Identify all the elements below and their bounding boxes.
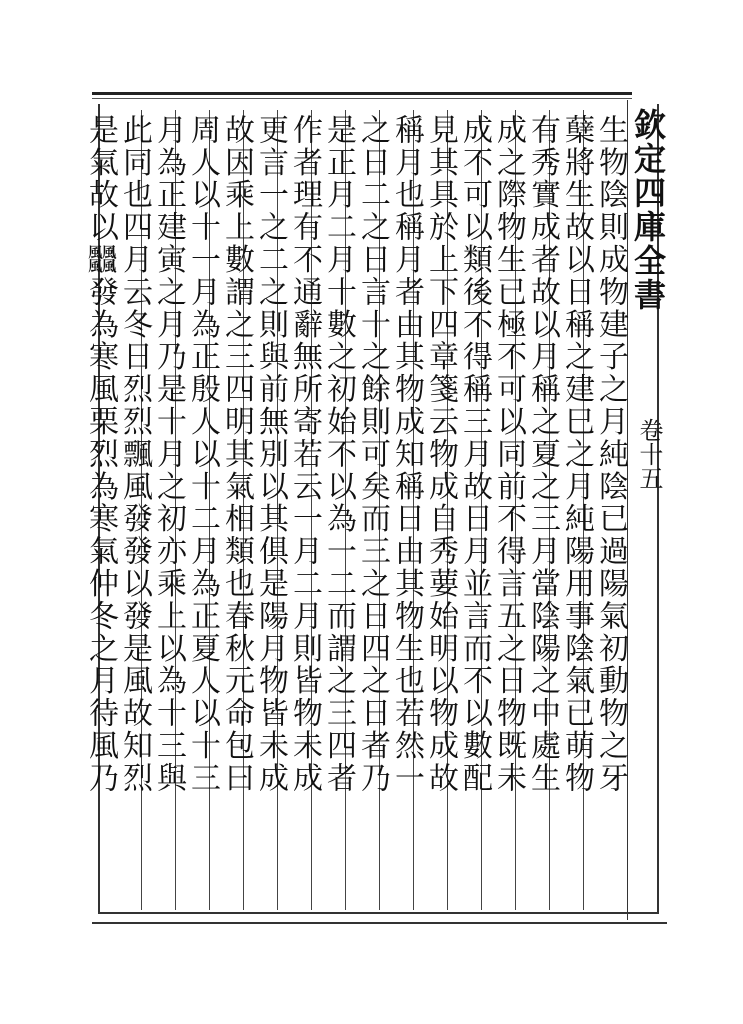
text-column: 作者理有不通辭無所寄若云一月二月則皆物未成 (287, 114, 322, 795)
text-column: 此同也四月云冬日烈烈飄風發發以發是風故知烈 (117, 114, 152, 795)
bottom-border-rule (92, 922, 667, 924)
text-column: 有秀實成者故以月稱之夏之三月當陰陽之中處生 (525, 114, 560, 795)
text-column: 成不可以類後不得稱三月故日月並言而不以數配 (457, 114, 492, 795)
text-column: 蘖將生故以日稱之建巳之月純陽用事陰氣已萌物 (559, 114, 594, 795)
text-column: 見其具於上下四章箋云物成自秀葽始明以物成故 (423, 114, 458, 795)
text-column: 月為正建寅之月乃是十月之初亦乘上以為十三與 (151, 114, 186, 795)
text-column: 稱月也稱月者由其物成知稱日由其物生也若然一 (389, 114, 424, 795)
juan-label: 卷十五 (635, 418, 663, 490)
text-column: 是正月二月十數之初始不以為一二而謂之三四者 (321, 114, 356, 795)
book-title: 欽定四庫全書 (629, 108, 667, 312)
text-column: 故因乘上數謂之三四明其氣相類也春秋元命包曰 (219, 114, 254, 795)
top-border-rule-thin (92, 98, 632, 99)
text-column: 周人以十一月為正殷人以十二月為正夏人以十三 (185, 114, 220, 795)
text-column: 更言一之二之則與前無別以其俱是陽月物皆未成 (253, 114, 288, 795)
text-column: 是氣故以𩙡發為寒風栗烈為寒氣仲冬之月待風乃 (83, 114, 118, 795)
text-column: 成之際物生已極不可以同前不得言五之日物既未 (491, 114, 526, 795)
text-column: 生物陰則成物建子之月純陰已過陽氣初動物之牙 (593, 114, 628, 795)
top-border-rule (92, 92, 632, 95)
text-column: 之日二之日言十之餘則可矣而三之日四之日者乃 (355, 114, 390, 795)
